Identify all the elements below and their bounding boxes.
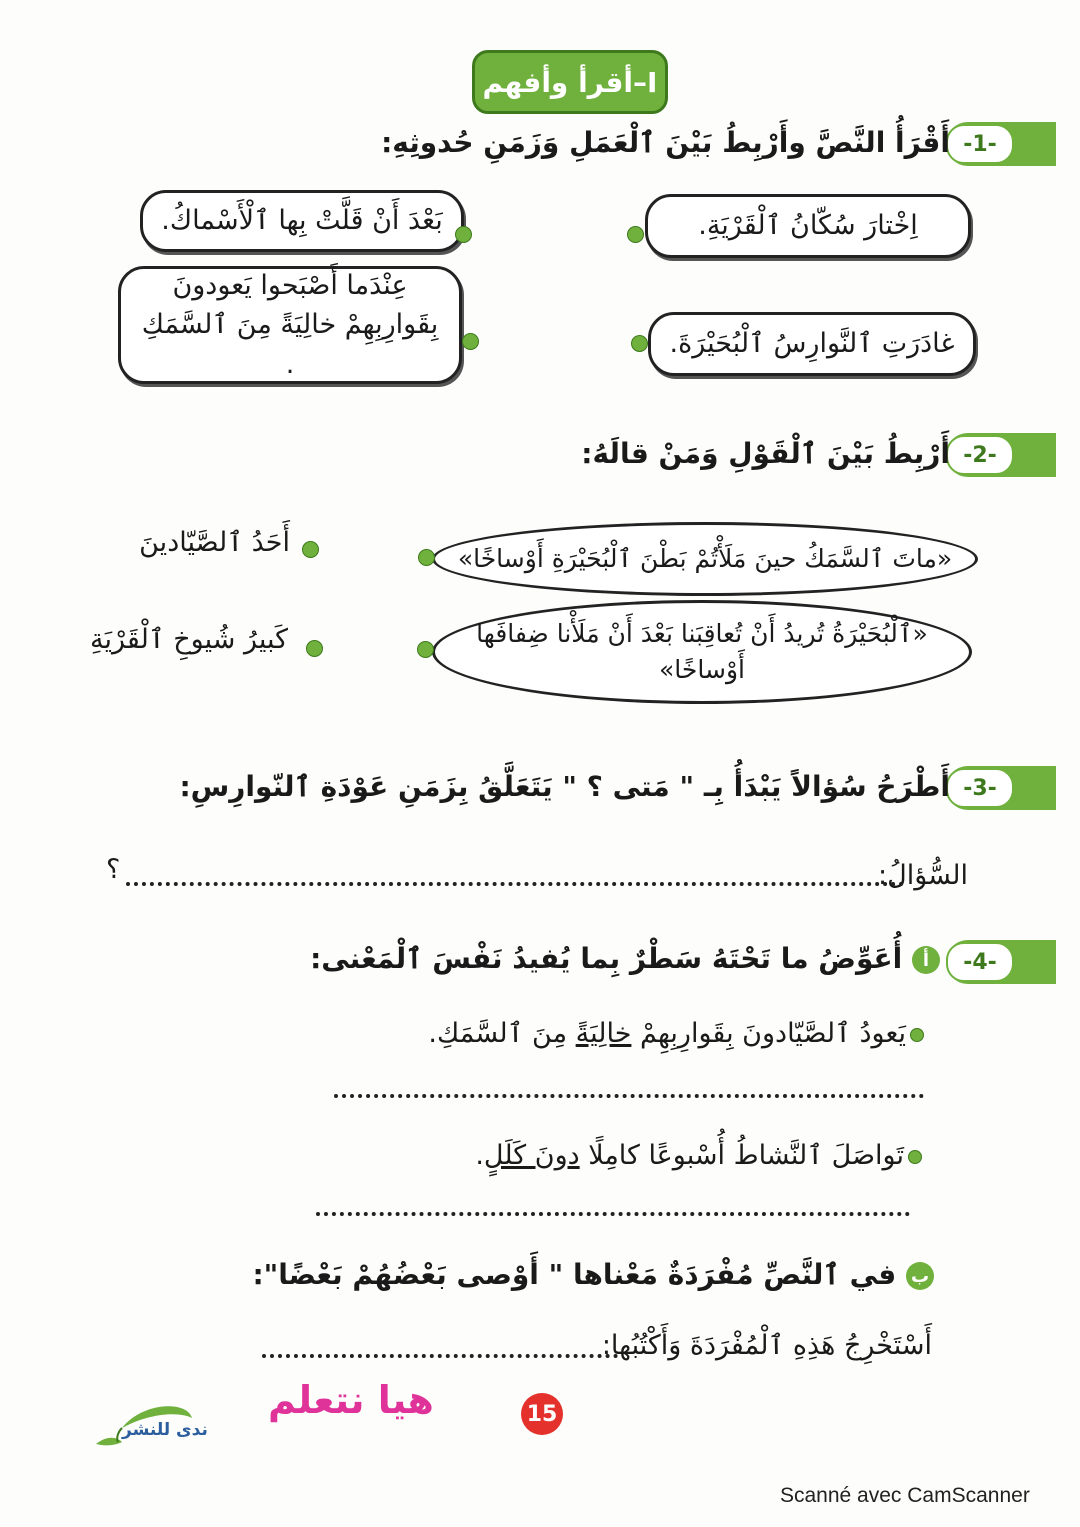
q1-prompt: أَقْرَأُ النَّصَّ وأَرْبِطُ بَيْنَ ٱلْعَمَلِ وَزَمَنِ حُدوثِهِ: <box>381 126 950 159</box>
q4-part-b-text: في ٱلنَّصِّ مُفْرَدَةٌ مَعْناها " أَوْصى بَعْضُهُمْ بَعْضًا": <box>252 1258 897 1291</box>
q4-part-b-badge: ب <box>906 1262 934 1290</box>
q2-saying-2-label: «ٱلْبُحَيْرَةُ تُريدُ أَنْ تُعاقِبَنا بَعْدَ أَنْ مَلَأْنا ضِفافَها أَوْساخًا» <box>476 618 928 684</box>
q4-part-b-answer-line[interactable] <box>262 1354 618 1358</box>
q2-prompt: أَرْبِطُ بَيْنَ ٱلْقَوْلِ وَمَنْ قالَهُ: <box>581 437 950 470</box>
scan-watermark: Scanné avec CamScanner <box>780 1484 1030 1507</box>
q4-sentence-2-end: . <box>475 1140 484 1171</box>
page-number: 15 <box>521 1393 563 1435</box>
q4-sentence-1-bullet <box>910 1028 924 1042</box>
brand-logo: هيا نتعلم <box>268 1378 434 1422</box>
q4-sentence-1-start: يَعودُ ٱلصَّيّادونَ بِقَوارِبِهِمْ <box>631 1018 906 1049</box>
q4-sentence-2-bullet <box>908 1150 922 1164</box>
q1-action-1[interactable] <box>645 194 971 258</box>
q1-action-2-dot[interactable] <box>631 335 648 352</box>
q2-number: -2- <box>946 435 1014 475</box>
q4-part-b-instruction: أَسْتَخْرِجُ هَذِهِ ٱلْمُفْرَدَةَ وَأَكْتُبُها: <box>601 1330 932 1361</box>
q2-speaker-2-dot[interactable] <box>306 640 323 657</box>
q4-sentence-1-end: مِنَ ٱلسَّمَكِ. <box>428 1018 576 1049</box>
q4-prompt-text: أُعَوِّضُ ما تَحْتَهُ سَطْرٌ بِما يُفيدُ نَفْسَ ٱلْمَعْنى: <box>310 942 903 975</box>
q1-action-2-label: غادَرَتِ ٱلنَّوارِسُ ٱلْبُحَيْرَةَ. <box>669 328 955 360</box>
q3-prompt: أَطْرَحُ سُؤالاً يَبْدَأُ بِـ " مَتى ؟ " يَتَعَلَّقُ بِزَمَنِ عَوْدَةِ ٱلنّوارِسِ: <box>179 770 950 803</box>
q1-time-2[interactable] <box>118 266 462 384</box>
q2-number-tab <box>946 433 1056 477</box>
q3-number: -3- <box>946 768 1014 808</box>
q3-answer-line[interactable] <box>126 882 904 886</box>
q4-sentence-1-underlined: خالِيَةً <box>575 1018 632 1049</box>
q1-time-1[interactable] <box>140 190 464 252</box>
q1-action-1-dot[interactable] <box>627 226 644 243</box>
q4-number: -4- <box>946 942 1014 982</box>
q4-sentence-2 <box>475 1140 922 1171</box>
q3-answer-end: ؟ <box>106 854 121 885</box>
q2-saying-1-label: «ماتَ ٱلسَّمَكُ حينَ مَلَأْتُمْ بَطْنَ ٱلْبُحَيْرَةِ أَوْساخًا» <box>457 543 953 573</box>
q4-sentence-1 <box>428 1018 924 1049</box>
q1-action-1-label: اِخْتارَ سُكّانُ ٱلْقَرْيَةِ. <box>698 210 918 242</box>
q1-number-tab <box>946 122 1056 166</box>
publisher-logo <box>92 1398 232 1450</box>
q2-saying-1[interactable] <box>432 522 978 596</box>
q4-prompt <box>310 942 940 975</box>
q4-sentence-2-underlined: دونَ كَلَلٍ <box>483 1140 580 1171</box>
q4-part-b-prompt <box>252 1258 934 1291</box>
q2-saying-2[interactable] <box>432 600 972 704</box>
q3-number-tab <box>946 766 1056 810</box>
q2-speaker-1[interactable]: أَحَدُ ٱلصَّيّادينَ <box>139 527 290 558</box>
q4-answer-line-2[interactable] <box>316 1212 910 1216</box>
q1-time-2-dot[interactable] <box>462 333 479 350</box>
q2-saying-1-dot[interactable] <box>418 549 435 566</box>
q2-speaker-2[interactable]: كَبيرُ شُيوخِ ٱلْقَرْيَةِ <box>90 624 288 655</box>
q4-number-tab <box>946 940 1056 984</box>
q1-number: -1- <box>946 124 1014 164</box>
q1-action-2[interactable] <box>648 312 976 376</box>
q1-time-2-label: عِنْدَما أَصْبَحوا يَعودونَ بِقَوارِبِهِمْ خالِيَةً مِنَ ٱلسَّمَكِ . <box>141 270 439 380</box>
q4-sentence-2-start: تَواصَلَ ٱلنَّشاطُ أُسْبوعًا كامِلًا <box>579 1140 904 1171</box>
q1-time-1-label: بَعْدَ أَنْ قَلَّتْ بِها ٱلْأَسْماكُ. <box>161 205 443 237</box>
publisher-name: ندى للنشر <box>122 1420 208 1440</box>
q2-speaker-1-dot[interactable] <box>302 541 319 558</box>
q4-answer-line-1[interactable] <box>334 1094 924 1098</box>
q2-saying-2-dot[interactable] <box>417 641 434 658</box>
q1-time-1-dot[interactable] <box>455 226 472 243</box>
q3-answer-label: السُّؤالُ: <box>878 860 968 891</box>
section-title-banner <box>472 50 668 114</box>
section-title: I–أقرأ وأفهم <box>482 65 658 99</box>
q4-part-a-badge: أ <box>912 946 940 974</box>
